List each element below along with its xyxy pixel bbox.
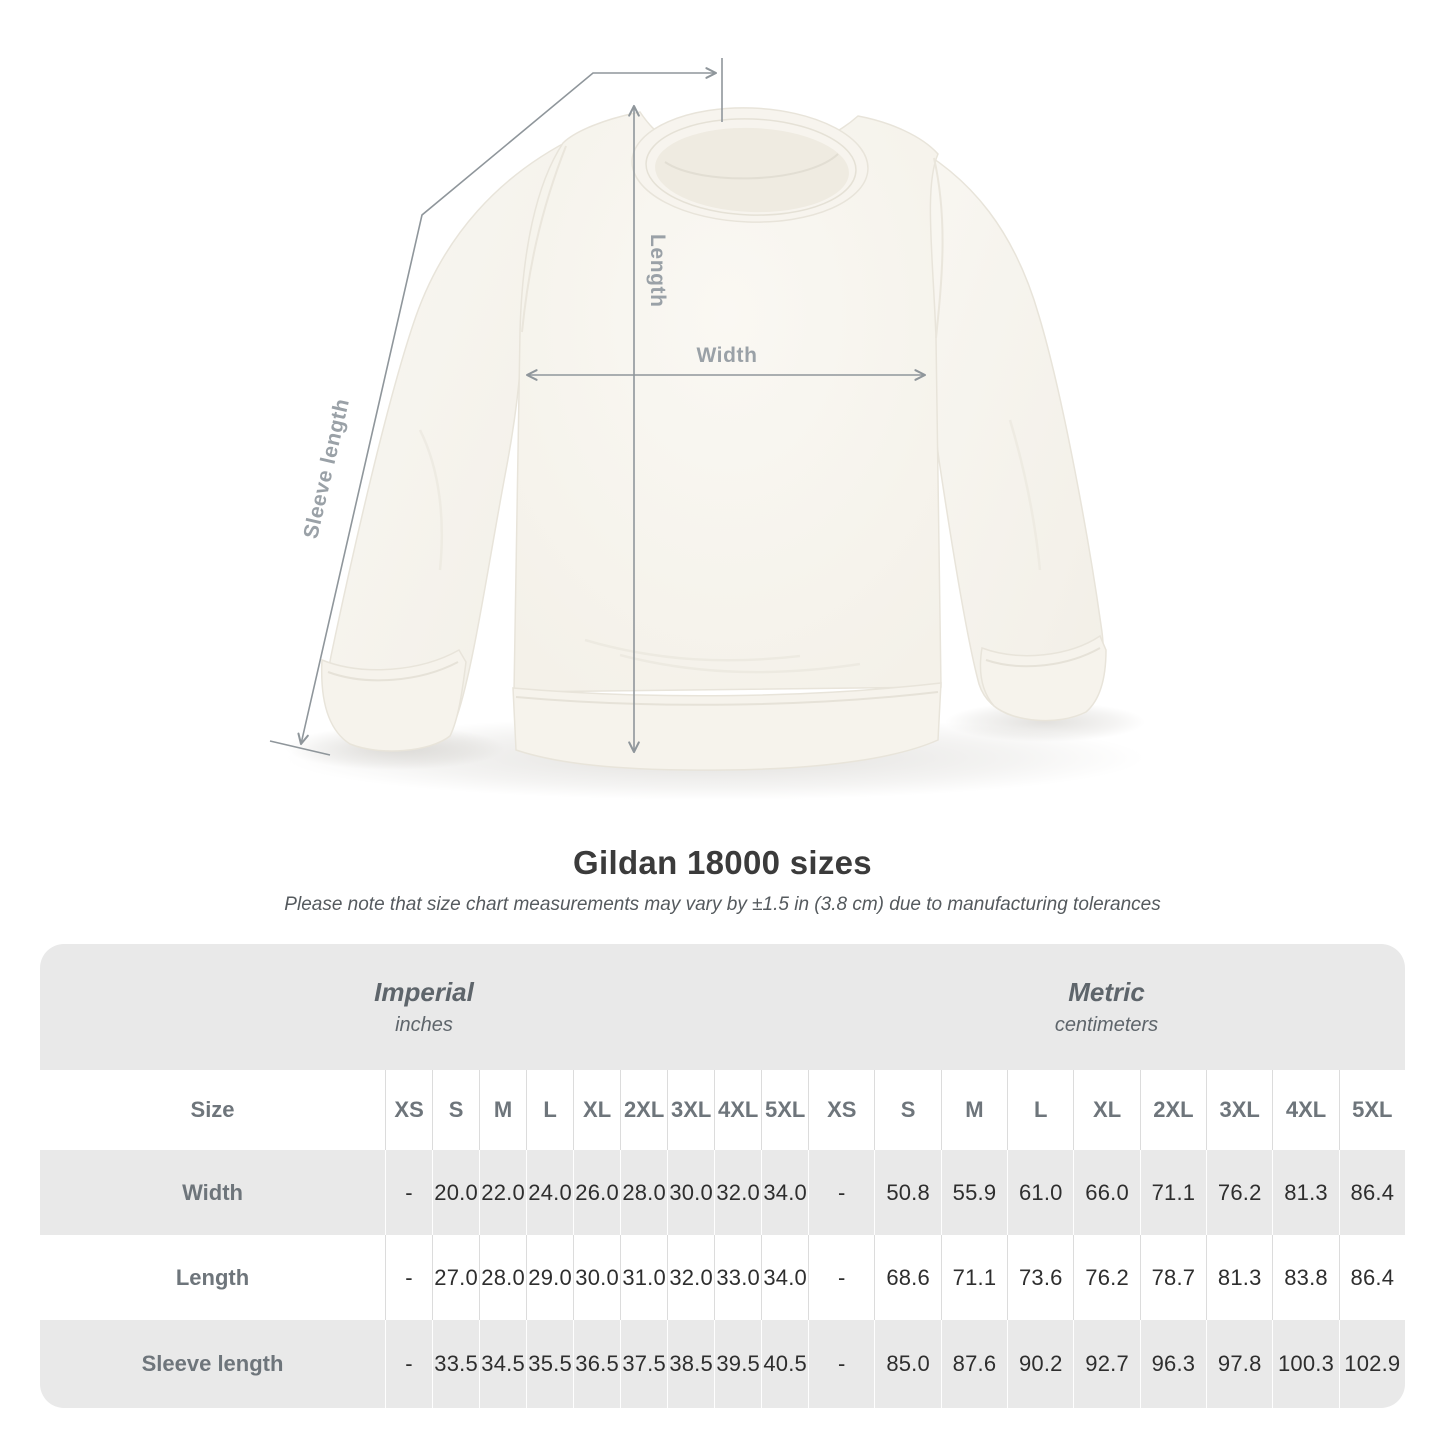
sleeve-length-row bbox=[40, 1320, 1405, 1408]
measurement-value: 76.2 bbox=[1206, 1150, 1272, 1235]
measurement-value: 31.0 bbox=[620, 1235, 667, 1320]
measurement-value: 30.0 bbox=[667, 1150, 714, 1235]
measurement-value: 33.0 bbox=[714, 1235, 761, 1320]
sleeve-length-label: Sleeve length bbox=[299, 396, 354, 541]
measurement-value: 28.0 bbox=[620, 1150, 667, 1235]
measurement-value: 68.6 bbox=[874, 1235, 940, 1320]
width-row bbox=[40, 1150, 1405, 1235]
size-header-cell: M bbox=[941, 1070, 1007, 1150]
size-header-cell: S bbox=[432, 1070, 479, 1150]
size-header-cell: 5XL bbox=[1339, 1070, 1405, 1150]
measurement-value: 76.2 bbox=[1073, 1235, 1139, 1320]
measurement-value: 86.4 bbox=[1339, 1235, 1405, 1320]
measurement-value: 90.2 bbox=[1007, 1320, 1073, 1408]
size-table bbox=[40, 944, 1405, 1408]
measurement-value: 61.0 bbox=[1007, 1150, 1073, 1235]
measurement-value: 32.0 bbox=[714, 1150, 761, 1235]
size-header-cell: S bbox=[874, 1070, 940, 1150]
measurement-value: 55.9 bbox=[941, 1150, 1007, 1235]
measurement-value: 78.7 bbox=[1140, 1235, 1206, 1320]
measurement-value: 92.7 bbox=[1073, 1320, 1139, 1408]
measurement-value: 96.3 bbox=[1140, 1320, 1206, 1408]
measurement-value: - bbox=[808, 1235, 874, 1320]
size-header-cell: 4XL bbox=[1272, 1070, 1338, 1150]
measurement-value: 37.5 bbox=[620, 1320, 667, 1408]
length-row bbox=[40, 1235, 1405, 1320]
measurement-value: 20.0 bbox=[432, 1150, 479, 1235]
row-label-width: Width bbox=[182, 1179, 243, 1205]
measurement-value: 27.0 bbox=[432, 1235, 479, 1320]
tolerance-note: Please note that size chart measurements may vary by ±1.5 in (3.8 cm) due to manufacturing tolerances bbox=[284, 894, 1161, 915]
measurement-value: 35.5 bbox=[526, 1320, 573, 1408]
size-header-cell: L bbox=[1007, 1070, 1073, 1150]
measurement-value: - bbox=[385, 1320, 432, 1408]
measurement-value: 24.0 bbox=[526, 1150, 573, 1235]
imperial-unit: inches bbox=[395, 1014, 453, 1036]
measurement-value: 71.1 bbox=[941, 1235, 1007, 1320]
size-header-cell: 3XL bbox=[1206, 1070, 1272, 1150]
measurement-value: 33.5 bbox=[432, 1320, 479, 1408]
metric-label: Metric bbox=[1068, 977, 1145, 1007]
measurement-value: 71.1 bbox=[1140, 1150, 1206, 1235]
measurement-value: 83.8 bbox=[1272, 1235, 1338, 1320]
imperial-label: Imperial bbox=[374, 977, 474, 1007]
size-header-cell: 2XL bbox=[620, 1070, 667, 1150]
size-header-cell: 5XL bbox=[761, 1070, 808, 1150]
metric-unit: centimeters bbox=[1054, 1014, 1159, 1036]
measurement-value: 26.0 bbox=[573, 1150, 620, 1235]
measurement-value: 66.0 bbox=[1073, 1150, 1139, 1235]
measurement-value: 73.6 bbox=[1007, 1235, 1073, 1320]
size-header-cell: 3XL bbox=[667, 1070, 714, 1150]
measurement-value: 81.3 bbox=[1206, 1235, 1272, 1320]
length-label: Length bbox=[646, 234, 669, 308]
width-label: Width bbox=[696, 344, 758, 367]
measurement-value: 38.5 bbox=[667, 1320, 714, 1408]
measurement-value: 32.0 bbox=[667, 1235, 714, 1320]
measurement-value: 30.0 bbox=[573, 1235, 620, 1320]
measurement-value: 40.5 bbox=[761, 1320, 808, 1408]
size-header-cell: L bbox=[526, 1070, 573, 1150]
measurement-value: 87.6 bbox=[941, 1320, 1007, 1408]
measurement-value: - bbox=[808, 1320, 874, 1408]
size-header-cell: 4XL bbox=[714, 1070, 761, 1150]
row-label-sleeve-length: Sleeve length bbox=[141, 1351, 284, 1376]
measurement-value: 81.3 bbox=[1272, 1150, 1338, 1235]
measurement-value: 29.0 bbox=[526, 1235, 573, 1320]
measurement-value: 102.9 bbox=[1339, 1320, 1405, 1408]
size-header-cell: XS bbox=[808, 1070, 874, 1150]
imperial-units-header bbox=[40, 944, 808, 1070]
measurement-value: 86.4 bbox=[1339, 1150, 1405, 1235]
size-column-title: Size bbox=[190, 1097, 235, 1122]
size-header-cell: XL bbox=[1073, 1070, 1139, 1150]
measurement-value: - bbox=[808, 1150, 874, 1235]
measurement-value: 34.5 bbox=[479, 1320, 526, 1408]
size-header-cell: XS bbox=[385, 1070, 432, 1150]
size-header-cell: M bbox=[479, 1070, 526, 1150]
measurement-value: 50.8 bbox=[874, 1150, 940, 1235]
size-header-row bbox=[40, 1070, 1405, 1150]
measurement-value: - bbox=[385, 1235, 432, 1320]
metric-units-header bbox=[808, 944, 1405, 1070]
size-header-cell: XL bbox=[573, 1070, 620, 1150]
measurement-value: 22.0 bbox=[479, 1150, 526, 1235]
size-header-cell: 2XL bbox=[1140, 1070, 1206, 1150]
measurement-value: 36.5 bbox=[573, 1320, 620, 1408]
units-header-band bbox=[40, 944, 1405, 1070]
measurement-value: 34.0 bbox=[761, 1150, 808, 1235]
measurement-value: 100.3 bbox=[1272, 1320, 1338, 1408]
measurement-value: 28.0 bbox=[479, 1235, 526, 1320]
page-title: Gildan 18000 sizes bbox=[573, 844, 872, 881]
measurement-value: 97.8 bbox=[1206, 1320, 1272, 1408]
measurement-value: 85.0 bbox=[874, 1320, 940, 1408]
measurement-value: - bbox=[385, 1150, 432, 1235]
measurement-value: 39.5 bbox=[714, 1320, 761, 1408]
row-label-length: Length bbox=[175, 1264, 250, 1290]
measurement-value: 34.0 bbox=[761, 1235, 808, 1320]
waistband bbox=[513, 683, 941, 770]
